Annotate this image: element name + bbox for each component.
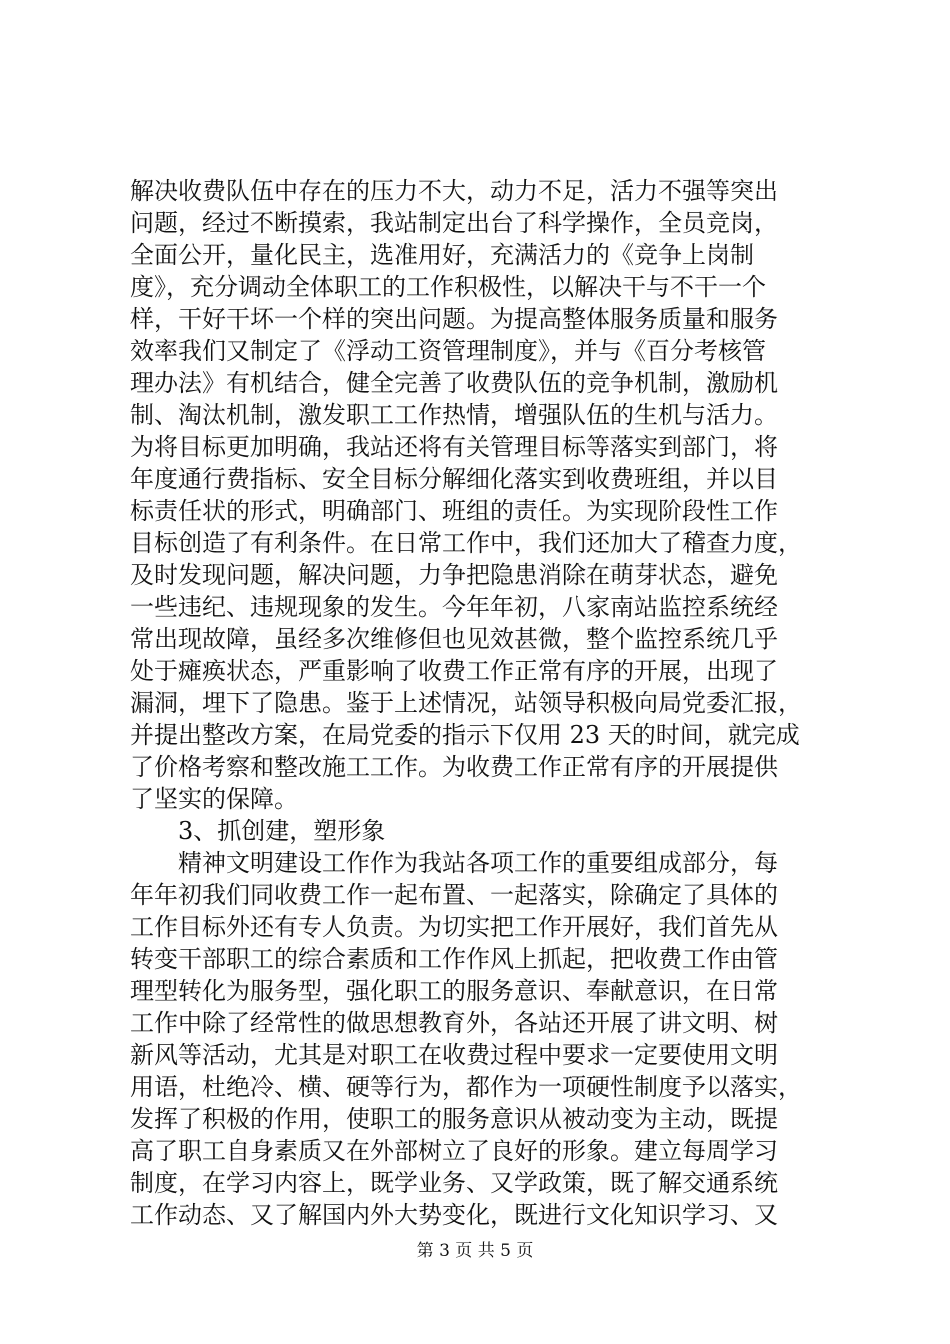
body-text-line: 理办法》有机结合，健全完善了收费队伍的竞争机制，激励机 [130, 369, 778, 397]
section-heading: 3、抓创建，塑形象 [130, 817, 386, 845]
body-text-line: 全面公开，量化民主，选准用好，充满活力的《竞争上岗制 [130, 241, 754, 269]
body-text-line: 了坚实的保障。 [130, 785, 298, 813]
body-text-line: 制度，在学习内容上，既学业务、又学政策，既了解交通系统 [130, 1169, 778, 1197]
body-text-line: 高了职工自身素质又在外部树立了良好的形象。建立每周学习 [130, 1137, 778, 1165]
body-text-line: 度》，充分调动全体职工的工作积极性，以解决干与不干一个 [130, 273, 766, 301]
body-text-line: 年年初我们同收费工作一起布置、一起落实，除确定了具体的 [130, 881, 778, 909]
body-text-line: 问题，经过不断摸索，我站制定出台了科学操作，全员竞岗， [130, 209, 778, 237]
body-text-line: 为将目标更加明确，我站还将有关管理目标等落实到部门，将 [130, 433, 778, 461]
body-text-line: 了价格考察和整改施工工作。为收费工作正常有序的开展提供 [130, 753, 778, 781]
body-text-line: 目标创造了有利条件。在日常工作中，我们还加大了稽查力度， [130, 529, 802, 557]
body-text-line: 精神文明建设工作作为我站各项工作的重要组成部分，每 [130, 849, 778, 877]
body-text-line: 工作中除了经常性的做思想教育外，各站还开展了讲文明、树 [130, 1009, 778, 1037]
body-text-line: 工作目标外还有专人负责。为切实把工作开展好，我们首先从 [130, 913, 778, 941]
body-text-line: 样，干好干坏一个样的突出问题。为提高整体服务质量和服务 [130, 305, 778, 333]
body-text-line: 及时发现问题，解决问题，力争把隐患消除在萌芽状态，避免 [130, 561, 778, 589]
body-text-line: 理型转化为服务型，强化职工的服务意识、奉献意识，在日常 [130, 977, 778, 1005]
body-text-line: 并提出整改方案，在局党委的指示下仅用 23 天的时间，就完成 [130, 721, 800, 749]
body-text-line: 发挥了积极的作用，使职工的服务意识从被动变为主动，既提 [130, 1105, 778, 1133]
body-text-line: 漏洞，埋下了隐患。鉴于上述情况，站领导积极向局党委汇报， [130, 689, 802, 717]
body-text-line: 制、淘汰机制，激发职工工作热情，增强队伍的生机与活力。 [130, 401, 778, 429]
body-text-line: 效率我们又制定了《浮动工资管理制度》，并与《百分考核管 [130, 337, 766, 365]
body-text-line: 转变干部职工的综合素质和工作作风上抓起，把收费工作由管 [130, 945, 778, 973]
body-text-line: 用语，杜绝冷、横、硬等行为，都作为一项硬性制度予以落实， [130, 1073, 802, 1101]
body-text-line: 处于瘫痪状态，严重影响了收费工作正常有序的开展，出现了 [130, 657, 778, 685]
body-text-line: 年度通行费指标、安全目标分解细化落实到收费班组，并以目 [130, 465, 778, 493]
body-text-line: 解决收费队伍中存在的压力不大，动力不足，活力不强等突出 [130, 177, 778, 205]
body-text-line: 新风等活动，尤其是对职工在收费过程中要求一定要使用文明 [130, 1041, 778, 1069]
page-footer: 第 3 页 共 5 页 [416, 1241, 534, 1261]
body-text-line: 标责任状的形式，明确部门、班组的责任。为实现阶段性工作 [130, 497, 778, 525]
body-text-line: 常出现故障，虽经多次维修但也见效甚微，整个监控系统几乎 [130, 625, 778, 653]
body-text-line: 工作动态、又了解国内外大势变化，既进行文化知识学习、又 [130, 1201, 778, 1229]
body-text-line: 一些违纪、违规现象的发生。今年年初，八家南站监控系统经 [130, 593, 778, 621]
